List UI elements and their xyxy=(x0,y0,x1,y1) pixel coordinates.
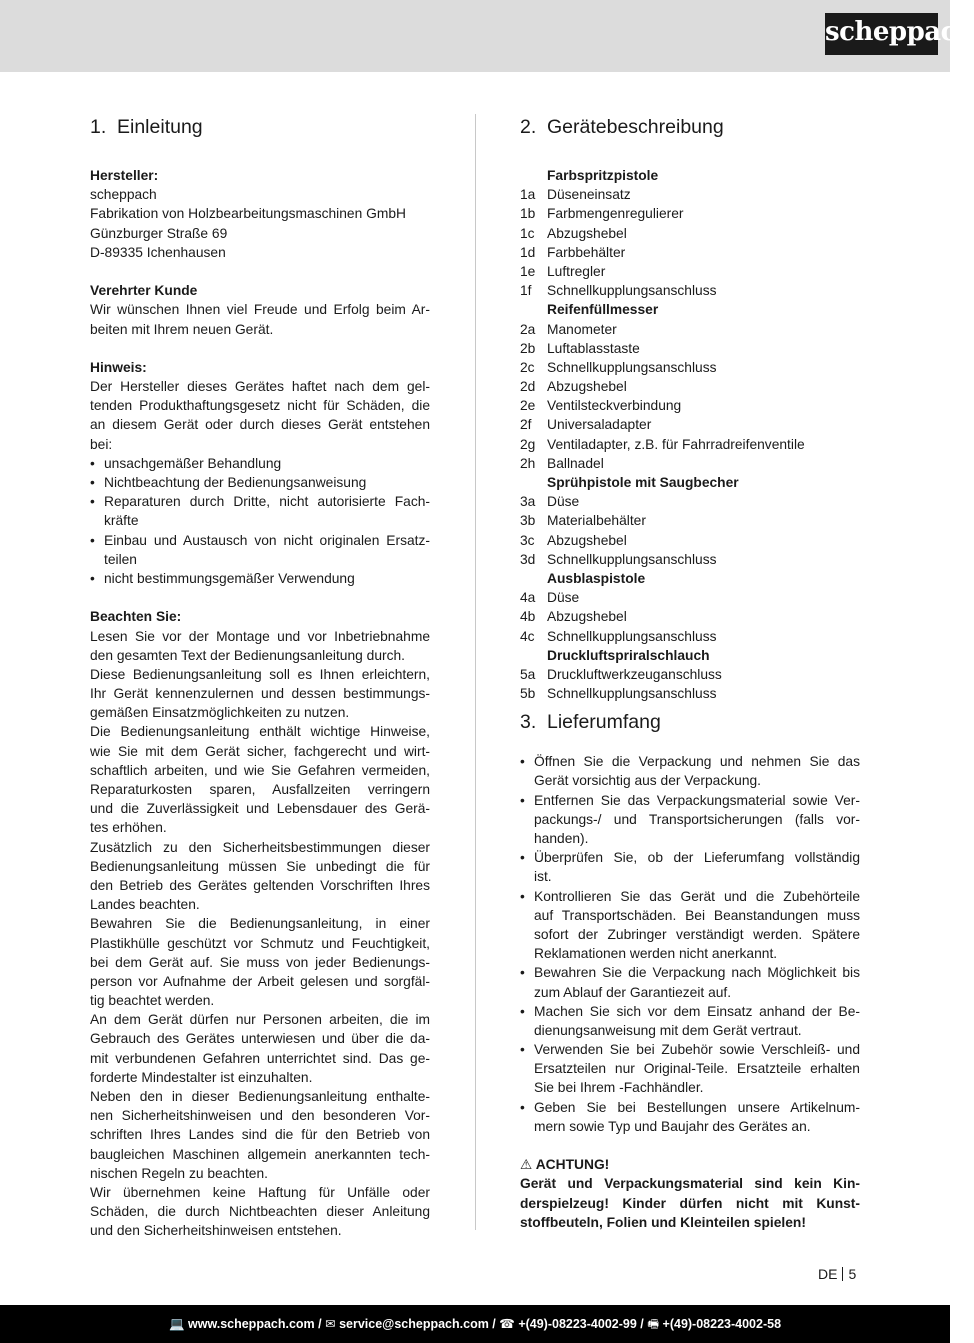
page-number: DE 5 xyxy=(818,1266,857,1282)
parts-item-code: 1c xyxy=(520,225,535,241)
parts-list xyxy=(520,166,860,703)
parts-item xyxy=(520,281,860,300)
beachten-line: person vor Aufnahme der Arbeit gelesen und sorgfäl- xyxy=(90,973,430,989)
parts-item-code: 4a xyxy=(520,590,536,606)
parts-item xyxy=(520,550,860,569)
lieferumfang-bullet-continuation: Gerät vorsichtig aus der Verpackung. xyxy=(534,773,762,789)
parts-item-text: Schnellkupplungsanschluss xyxy=(547,686,717,702)
beachten-line: Bedienungsanleitung müssen Sie unbedingt die für xyxy=(90,858,430,874)
footer-phone: +(49)-08223-4002-99 xyxy=(518,1317,637,1331)
phone-icon: ☎ xyxy=(499,1317,515,1331)
parts-item-code: 5b xyxy=(520,686,536,702)
column-divider xyxy=(475,114,476,1230)
lieferumfang-bullet-continuation: Ersatzteilen nur Original-Teile. Ersatzteile erhalten xyxy=(534,1061,860,1077)
parts-item-text: Ventilsteckverbindung xyxy=(547,398,682,414)
beachten-line: mit verbundenen Gefahren unterrichtet sind. Das ge- xyxy=(90,1050,430,1066)
header-band xyxy=(0,0,950,72)
lieferumfang-bullet-continuation: auf Transportschäden. Bei Beanstandungen muss xyxy=(534,907,860,923)
beachten-line: gemäßen Einsatzmöglichkeiten zu nutzen. xyxy=(90,705,350,721)
parts-item-text: Abzugshebel xyxy=(547,609,627,625)
beachten-line: und den Sicherheitshinweisen entstehen. xyxy=(90,1223,342,1239)
parts-item xyxy=(520,588,860,607)
parts-item-text: Düse xyxy=(547,590,580,606)
beachten-line: den Betrieb des Gerätes geltenden Vorschriften Ihres xyxy=(90,877,430,893)
parts-item-code: 1d xyxy=(520,244,536,260)
beachten-label: Beachten Sie: xyxy=(90,609,182,625)
parts-item xyxy=(520,377,860,396)
parts-item xyxy=(520,185,860,204)
parts-item-code: 4c xyxy=(520,628,535,644)
lieferumfang-list xyxy=(520,752,860,1136)
parts-item xyxy=(520,243,860,262)
parts-item xyxy=(520,511,860,530)
parts-item xyxy=(520,204,860,223)
beachten-line: nischen Regeln zu beachten. xyxy=(90,1165,268,1181)
beachten-line: schriften Ihres Landes sind die für den Betrieb von xyxy=(90,1127,430,1143)
warning-line: Gerät und Verpackungsmaterial sind kein Kin- xyxy=(520,1176,860,1192)
parts-item-text: Materialbehälter xyxy=(547,513,646,529)
parts-item-text: Abzugshebel xyxy=(547,532,627,548)
beachten-line: Reparaturkosten sparen, Ausfallzeiten verringern xyxy=(90,782,430,797)
beachten-line: Gebrauch des Gerätes unterwiesen und über die da- xyxy=(90,1031,430,1047)
parts-group-title: Sprühpistole mit Saugbecher xyxy=(547,475,739,490)
parts-item xyxy=(520,224,860,243)
beachten-line: baugleichen Maschinen allgemein anerkannten tech- xyxy=(90,1146,430,1162)
beachten-line: Landes beachten. xyxy=(90,897,200,913)
beachten-line: Bewahren Sie die Bedienungsanleitung, in einer xyxy=(90,916,430,932)
kunde-line: beiten mit Ihrem neuen Gerät. xyxy=(90,321,274,337)
lieferumfang-bullet: • Geben Sie bei Bestellungen unsere Artikelnum- xyxy=(520,1099,860,1115)
parts-item xyxy=(520,627,860,646)
beachten-body xyxy=(90,627,430,1241)
parts-item xyxy=(520,531,860,550)
parts-group-title: Farbspritzpistole xyxy=(547,168,659,183)
hersteller-line: Günzburger Straße 69 xyxy=(90,225,228,241)
parts-item-code: 1f xyxy=(520,283,532,299)
parts-item-text: Schnellkupplungsanschluss xyxy=(547,283,717,299)
parts-item-text: Düse xyxy=(547,494,580,510)
beachten-line: Lesen Sie vor der Montage und vor Inbetriebnahme xyxy=(90,628,430,644)
parts-item-code: 3c xyxy=(520,532,535,548)
lieferumfang-bullet: • Bewahren Sie die Verpackung nach Möglichkeit bis xyxy=(520,965,860,981)
parts-item-code: 2b xyxy=(520,340,536,356)
parts-item-code: 1b xyxy=(520,206,536,222)
beachten-line: Zusätzlich zu den Sicherheitsbestimmungen dieser xyxy=(90,839,430,855)
parts-item-code: 2f xyxy=(520,417,532,433)
lieferumfang-bullet-continuation: handen). xyxy=(534,831,589,846)
parts-item xyxy=(520,396,860,415)
parts-item xyxy=(520,492,860,511)
footer-bar: 💻 www.scheppach.com / ✉ service@scheppach.com / ☎ +(49)-08223-4002-99 / 🖷 +(49)-08223-4002-58 xyxy=(0,1305,950,1343)
bullet-item-continuation: teilen xyxy=(104,551,137,567)
parts-item xyxy=(520,684,860,703)
email-icon: ✉ xyxy=(325,1317,336,1331)
lieferumfang-bullet-continuation: Sie bei Ihrem -Fachhändler. xyxy=(534,1080,704,1096)
parts-item-code: 3d xyxy=(520,551,536,567)
beachten-line: und die Zuverlässigkeit und Lebensdauer des Gerä- xyxy=(90,801,430,817)
footer-email-link[interactable]: service@scheppach.com xyxy=(339,1317,489,1331)
beachten-line: bei dem Gerät auf. Sie muss von jeder Bedienungs- xyxy=(90,954,430,970)
parts-item-code: 3b xyxy=(520,513,536,529)
parts-group-title: Druckluftspriralschlauch xyxy=(547,647,710,663)
kunde-line: Wir wünschen Ihnen viel Freude und Erfolg beim Ar- xyxy=(90,302,430,318)
hinweis-line: Der Hersteller dieses Gerätes haftet nach dem gel- xyxy=(90,379,430,395)
beachten-line: Wir übernehmen keine Haftung für Unfälle oder xyxy=(90,1184,430,1200)
lieferumfang-bullet-continuation: packungs-/ und Transportsicherungen (falls vor- xyxy=(534,811,860,827)
parts-item-code: 2d xyxy=(520,379,536,395)
bullet-item: • Nichtbeachtung der Bedienungsanweisung xyxy=(90,475,367,490)
parts-item-text: Abzugshebel xyxy=(547,379,627,395)
parts-item xyxy=(520,262,860,281)
warning-line: derspielzeug! Kinder dürfen nicht mit Kunst- xyxy=(520,1195,860,1211)
beachten-line: An dem Gerät dürfen nur Personen arbeiten, die im xyxy=(90,1012,430,1028)
parts-item-text: Manometer xyxy=(547,321,617,337)
parts-item-text: Schnellkupplungsanschluss xyxy=(547,628,717,644)
section-heading-geraetebeschreibung: 2. Gerätebeschreibung xyxy=(520,116,724,138)
bullet-item: • Reparaturen durch Dritte, nicht autorisierte Fach- xyxy=(90,494,430,510)
parts-item xyxy=(520,435,860,454)
parts-item-text: Druckluftwerkzeuganschluss xyxy=(547,666,722,682)
parts-item-text: Schnellkupplungsanschluss xyxy=(547,551,717,567)
parts-item-code: 2g xyxy=(520,436,536,452)
computer-icon: 💻 xyxy=(168,1317,185,1331)
hersteller-line: Fabrikation von Holzbearbeitungsmaschinen GmbH xyxy=(90,206,406,222)
beachten-line: schaftlich arbeiten, und wie Sie Gefahren vermeiden, xyxy=(90,762,430,778)
beachten-line: tig beachtet werden. xyxy=(90,993,215,1009)
lieferumfang-bullet-continuation: Reklamationen werden nicht anerkannt. xyxy=(534,946,778,962)
lieferumfang-bullet: • Öffnen Sie die Verpackung und nehmen Sie das xyxy=(520,754,860,770)
lieferumfang-bullet: • Machen Sie sich vor dem Einsatz anhand der Be- xyxy=(520,1003,860,1019)
parts-item xyxy=(520,415,860,434)
parts-group-title: Reifenfüllmesser xyxy=(547,302,659,318)
parts-item-code: 1a xyxy=(520,187,536,203)
beachten-line: nen Sicherheitshinweisen und den besonderen Vor- xyxy=(90,1108,430,1124)
hinweis-line: tenden Produkthaftungsgesetz nicht für Schäden, die xyxy=(90,398,430,414)
parts-item-text: Universaladapter xyxy=(547,417,652,433)
beachten-line: Ihr Gerät kennenzulernen und dessen bestimmungs- xyxy=(90,686,430,702)
left-column xyxy=(90,116,430,1241)
lieferumfang-bullet: • Verwenden Sie bei Zubehör sowie Verschleiß- und xyxy=(520,1042,860,1058)
section-heading-einleitung: 1. Einleitung xyxy=(90,116,203,138)
hinweis-line: an diesem Gerät oder durch dieses Gerät entstehen xyxy=(90,417,430,433)
parts-item-code: 2a xyxy=(520,321,536,337)
warning-line: stoffbeuteln, Folien und Kleinteilen spielen! xyxy=(520,1214,806,1230)
parts-item-text: Schnellkupplungsanschluss xyxy=(547,359,717,375)
beachten-line: Plastikhülle geschützt vor Schmutz und Feuchtigkeit, xyxy=(90,935,430,951)
warning-triangle-icon: ⚠ xyxy=(520,1157,533,1173)
warning-heading: ⚠ ACHTUNG! xyxy=(520,1157,610,1173)
parts-item-code: 2e xyxy=(520,398,536,414)
hersteller-line: scheppach xyxy=(90,187,157,203)
hersteller-line: D-89335 Ichenhausen xyxy=(90,244,226,260)
parts-item xyxy=(520,339,860,358)
parts-item-code: 4b xyxy=(520,609,536,625)
parts-item-text: Ballnadel xyxy=(547,455,604,471)
parts-item xyxy=(520,454,860,473)
parts-item-text: Ventiladapter, z.B. für Fahrradreifenventile xyxy=(547,436,805,452)
lieferumfang-bullet: • Entfernen Sie das Verpackungsmaterial sowie Ver- xyxy=(520,792,860,808)
parts-item-code: 2h xyxy=(520,455,536,471)
parts-item-text: Luftregler xyxy=(547,263,606,279)
hinweis-label: Hinweis: xyxy=(90,359,147,375)
footer-website-link[interactable]: www.scheppach.com xyxy=(188,1317,315,1331)
beachten-line: forderte Mindestalter ist einzuhalten. xyxy=(90,1069,313,1085)
kunde-label: Verehrter Kunde xyxy=(90,283,198,299)
parts-item-text: Luftablasstaste xyxy=(547,340,640,356)
lieferumfang-bullet: • Überprüfen Sie, ob der Lieferumfang vollständig xyxy=(520,850,860,866)
beachten-line: Diese Bedienungsanleitung soll es Ihnen erleichtern, xyxy=(90,666,430,682)
parts-item-text: Abzugshebel xyxy=(547,225,627,241)
bullet-item-continuation: kräfte xyxy=(104,513,139,529)
section-heading-lieferumfang: 3. Lieferumfang xyxy=(520,711,661,734)
fax-icon: 🖷 xyxy=(647,1317,660,1331)
bullet-item: • unsachgemäßer Behandlung xyxy=(90,455,282,471)
beachten-line: wie Sie mit dem Gerät sicher, fachgerecht und wirt- xyxy=(90,743,430,759)
scheppach-logo: scheppach xyxy=(825,13,938,55)
parts-item-code: 3a xyxy=(520,494,536,510)
parts-item-code: 1e xyxy=(520,263,536,279)
lieferumfang-bullet-continuation: sofort der Zubringer verständigt werden. Spätere xyxy=(534,926,860,942)
lieferumfang-bullet-continuation: mern sowie Typ und Baujahr des Gerätes an. xyxy=(534,1118,811,1134)
beachten-line: den gesamten Text der Bedienungsanleitung durch. xyxy=(90,647,405,663)
lieferumfang-bullet-continuation: ist. xyxy=(534,869,552,885)
parts-item xyxy=(520,358,860,377)
parts-item xyxy=(520,320,860,339)
parts-item-code: 2c xyxy=(520,359,535,375)
beachten-line: Neben den in dieser Bedienungsanleitung enthalte- xyxy=(90,1089,430,1104)
beachten-line: tes erhöhen. xyxy=(90,820,167,836)
parts-item-text: Farbmengenregulierer xyxy=(547,206,684,222)
hinweis-line: bei: xyxy=(90,436,113,452)
beachten-line: Die Bedienungsanleitung enthält wichtige Hinweise, xyxy=(90,724,430,740)
right-column xyxy=(520,116,860,1232)
lieferumfang-bullet: • Kontrollieren Sie das Gerät und die Zubehörteile xyxy=(520,888,860,904)
parts-item-code: 5a xyxy=(520,666,536,682)
lieferumfang-bullet-continuation: zum Ablauf der Garantiezeit auf. xyxy=(534,984,732,1000)
parts-item xyxy=(520,607,860,626)
footer-fax: +(49)-08223-4002-58 xyxy=(662,1317,782,1331)
parts-group-title: Ausblaspistole xyxy=(547,570,646,586)
bullet-item: • Einbau und Austausch von nicht originalen Ersatz- xyxy=(90,532,430,548)
beachten-line: Schäden, die durch Nichtbeachten dieser Anleitung xyxy=(90,1204,430,1220)
parts-item-text: Farbbehälter xyxy=(547,244,626,260)
parts-item xyxy=(520,665,860,684)
hersteller-label: Hersteller: xyxy=(90,168,159,183)
bullet-item: • nicht bestimmungsgemäßer Verwendung xyxy=(90,570,355,586)
lieferumfang-bullet-continuation: dienungsanweisung mit dem Gerät vertraut. xyxy=(534,1022,802,1038)
parts-item-text: Düseneinsatz xyxy=(547,187,631,203)
